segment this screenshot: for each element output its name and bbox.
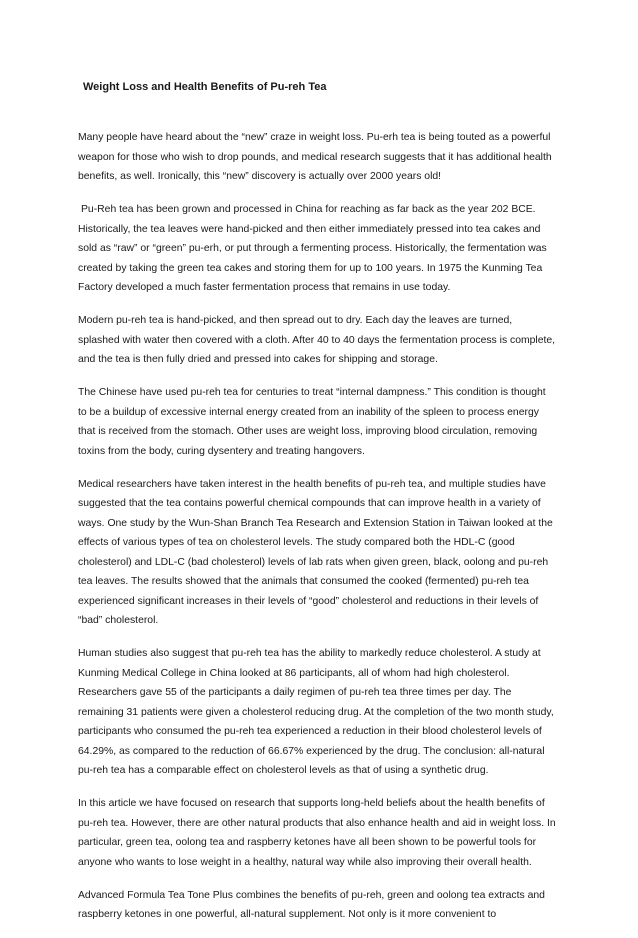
paragraph-supplement: Advanced Formula Tea Tone Plus combines the benefits of pu-reh, green and oolong tea extracts and raspberry ketones in one powerful, all-natural supplement. Not only is it more convenient to [78,889,545,920]
paragraph-history: Pu-Reh tea has been grown and processed in China for reaching as far back as the year 202 BCE. Historically, the tea leaves were hand-picked and then either immediately pressed into tea cakes and sold as “raw” or “green” pu-erh, or put through a fermenting process. Historically, the fermentation was created by taking the green tea cakes and storing them for up to 100 years. In 1975 the Kunming Tea Factory developed a much faster fermentation process that remains in use today. [78,204,547,293]
paragraph-animal-study: Medical researchers have taken interest in the health benefits of pu-reh tea, and multiple studies have suggested that the tea contains powerful chemical compounds that can improve health in a variety of ways. One study by the Wun-Shan Branch Tea Research and Extension Station in Taiwan looked at the effects of various types of tea on cholesterol levels. The study compared both the HDL-C (good cholesterol) and LDL-C (bad cholesterol) levels of lab rats when given green, black, oolong and pu-reh tea leaves. The results showed that the animals that consumed the cooked (fermented) pu-reh tea experienced significant increases in their levels of “good” cholesterol and reductions in their levels of “bad” cholesterol. [78,478,553,626]
paragraph-intro: Many people have heard about the “new” craze in weight loss. Pu-erh tea is being touted as a powerful weapon for those who wish to drop pounds, and medical research suggests that it has additional health benefits, as well. Ironically, this “new” discovery is actually over 2000 years old! [78,132,552,182]
document-body [78,128,556,938]
paragraph-modern-processing: Modern pu-reh tea is hand-picked, and then spread out to dry. Each day the leaves are turned, splashed with water then covered with a cloth. After 40 to 40 days the fermentation process is complete, and the tea is then fully dried and pressed into cakes for shipping and storage. [78,315,556,365]
paragraph-other-products: In this article we have focused on research that supports long-held beliefs about the health benefits of pu-reh tea. However, there are other natural products that also enhance health and aid in weight loss. In particular, green tea, oolong tea and raspberry ketones have all been shown to be powerful tools for anyone who wants to lose weight in a healthy, natural way while also improving their overall health. [78,798,556,868]
document-title: Weight Loss and Health Benefits of Pu-reh Tea [83,81,327,93]
paragraph-traditional-uses: The Chinese have used pu-reh tea for centuries to treat “internal dampness.” This condition is thought to be a buildup of excessive internal energy created from an inability of the spleen to process energy that is received from the stomach. Other uses are weight loss, improving blood circulation, removing toxins from the body, curing dysentery and treating hangovers. [78,387,546,457]
paragraph-human-study: Human studies also suggest that pu-reh tea has the ability to markedly reduce cholesterol. A study at Kunming Medical College in China looked at 86 participants, all of whom had high cholesterol. Researchers gave 55 of the participants a daily regimen of pu-reh tea three times per day. The remaining 31 patients were given a cholesterol reducing drug. At the completion of the two month study, participants who consumed the pu-reh tea experienced a reduction in their blood cholesterol levels of 64.29%, as compared to the reduction of 66.67% experienced by the drug. The conclusion: all-natural pu-reh tea has a comparable effect on cholesterol levels as that of using a synthetic drug. [78,648,554,776]
